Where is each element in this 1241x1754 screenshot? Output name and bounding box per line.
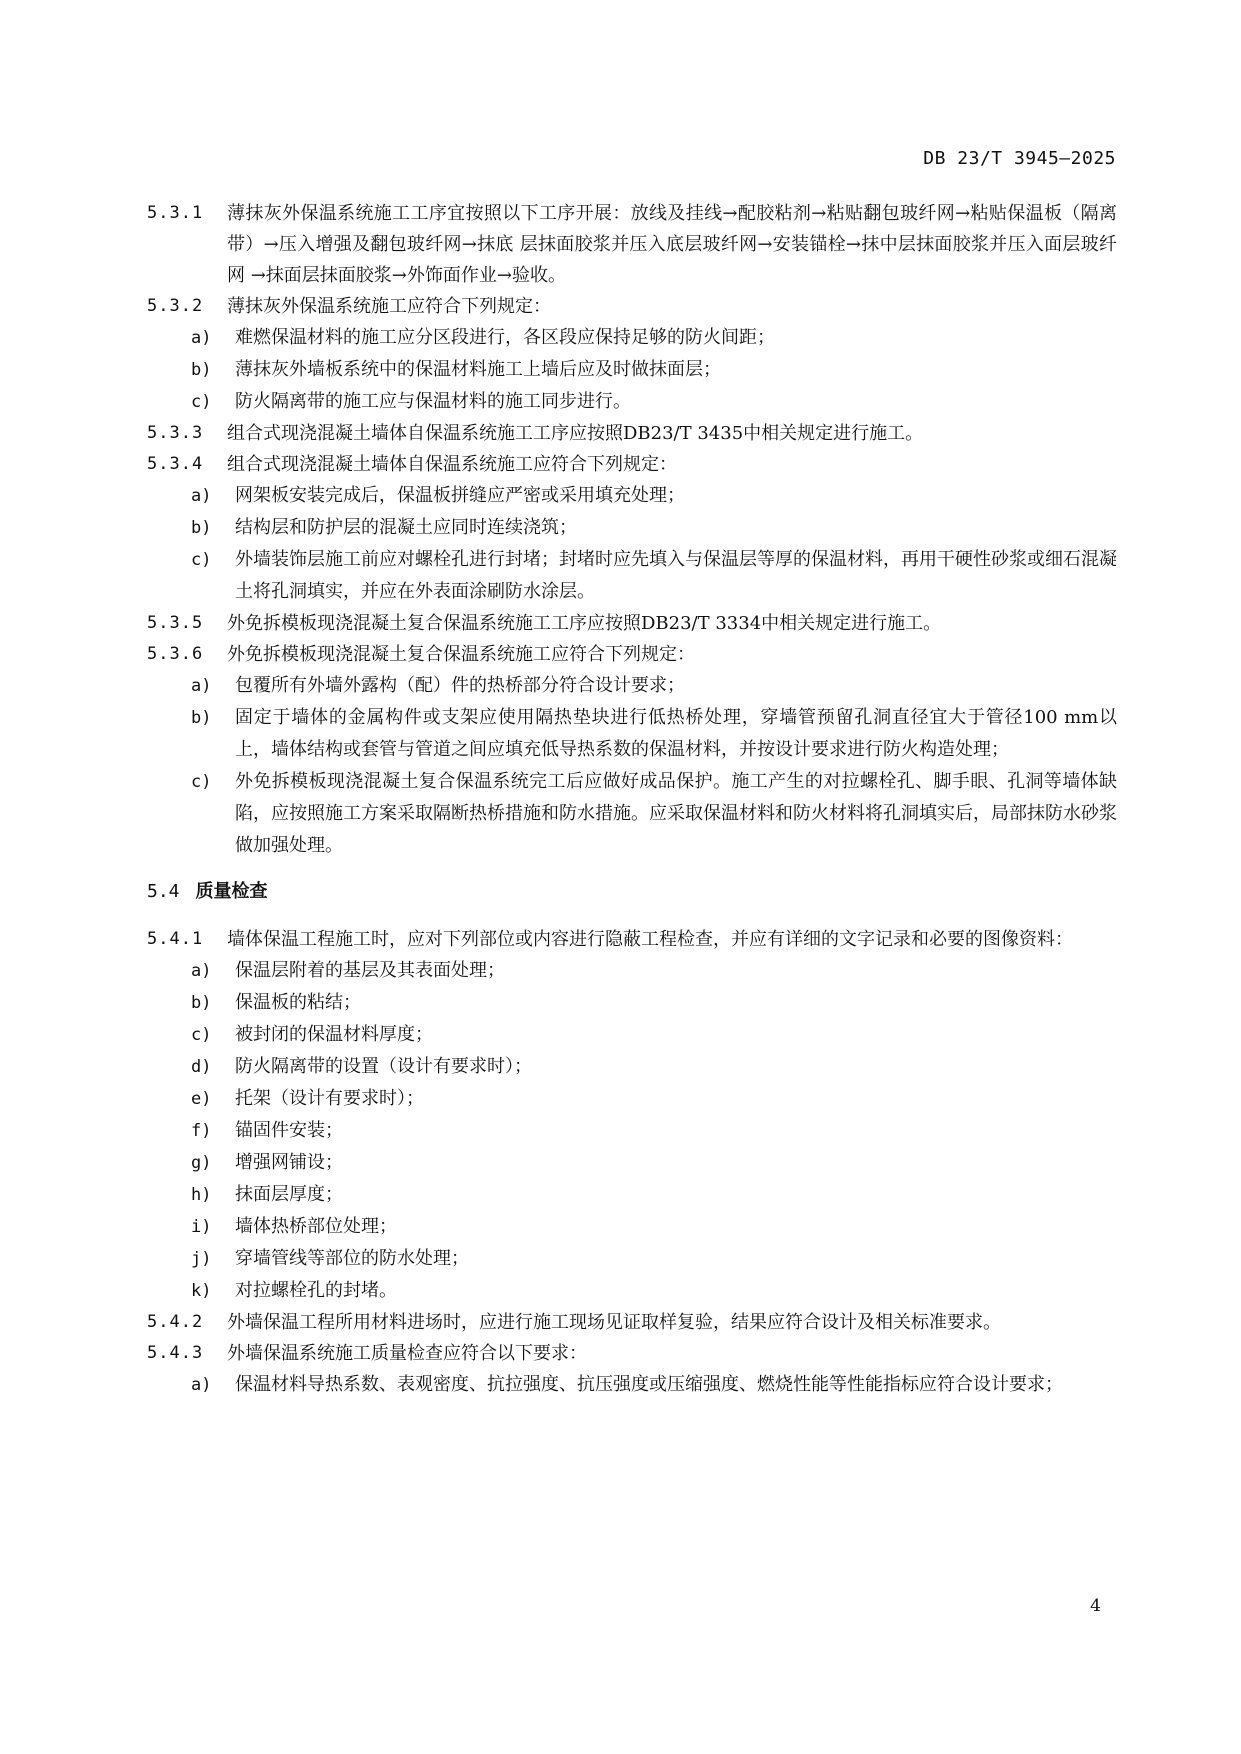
list-item-marker: b)	[191, 360, 212, 380]
list-item	[147, 1211, 1117, 1243]
clause-text: 组合式现浇混凝土墙体自保温系统施工应符合下列规定：	[227, 454, 677, 475]
list-item	[147, 386, 1117, 418]
list-item-marker: b)	[191, 518, 212, 538]
list-item-text: 外免拆模板现浇混凝土复合保温系统完工后应做好成品保护。施工产生的对拉螺栓孔、脚手眼、孔洞等墙体缺陷，应按照施工方案采取隔断热桥措施和防水措施。应采取保温材料和防火材料将孔洞填实后，局部抹防水砂浆做加强处理。	[235, 771, 1117, 856]
list-item-marker: j)	[191, 1249, 212, 1269]
list-item-marker: a)	[191, 328, 212, 348]
list-item-text: 包覆所有外墙外露构（配）件的热桥部分符合设计要求；	[235, 675, 685, 696]
list-item-text: 抹面层厚度；	[235, 1184, 343, 1205]
list-item-marker: k)	[191, 1281, 212, 1301]
list-item-text: 保温材料导热系数、表观密度、抗拉强度、抗压强度或压缩强度、燃烧性能等性能指标应符合设计要求；	[235, 1374, 1063, 1395]
list-item-marker: i)	[191, 1217, 212, 1237]
list-item-marker: h)	[191, 1185, 212, 1205]
section-heading	[147, 876, 1117, 908]
list-item	[147, 544, 1117, 608]
list-item-text: 穿墙管线等部位的防水处理；	[235, 1248, 469, 1269]
clause-5-3-4	[147, 449, 1117, 480]
list-item	[147, 1083, 1117, 1115]
clause-number: 5.4.2	[147, 1312, 204, 1332]
list-item-marker: c)	[191, 1025, 212, 1045]
document-code-header: DB 23/T 3945—2025	[923, 148, 1116, 169]
list-item	[147, 987, 1117, 1019]
list-item-marker: c)	[191, 550, 212, 570]
list-item	[147, 1369, 1117, 1401]
page-number: 4	[1090, 1596, 1101, 1616]
list-item	[147, 322, 1117, 354]
section-number: 5.4	[147, 881, 180, 902]
section-title: 质量检查	[195, 881, 268, 902]
clause-5-3-6	[147, 639, 1117, 670]
list-item-text: 防火隔离带的设置（设计有要求时）；	[235, 1056, 532, 1077]
document-body	[147, 198, 1117, 1401]
clause-text: 薄抹灰外保温系统施工应符合下列规定：	[227, 296, 551, 317]
list-item	[147, 1147, 1117, 1179]
list-item	[147, 1019, 1117, 1051]
list-item-marker: f)	[191, 1121, 212, 1141]
list-item-text: 对拉螺栓孔的封堵。	[235, 1280, 397, 1301]
list-item-text: 防火隔离带的施工应与保温材料的施工同步进行。	[235, 391, 631, 412]
list-item	[147, 1051, 1117, 1083]
clause-number: 5.3.5	[147, 613, 204, 633]
list-item	[147, 766, 1117, 862]
clause-text: 外墙保温系统施工质量检查应符合以下要求：	[227, 1343, 587, 1364]
list-item	[147, 1275, 1117, 1307]
clause-number: 5.3.2	[147, 296, 204, 316]
clause-5-3-2	[147, 291, 1117, 322]
clause-5-4-1	[147, 924, 1117, 955]
list-item-marker: c)	[191, 772, 212, 792]
clause-number: 5.3.4	[147, 454, 204, 474]
clause-text: 外免拆模板现浇混凝土复合保温系统施工工序应按照DB23/T 3334中相关规定进行施工。	[227, 613, 942, 634]
list-item-text: 外墙装饰层施工前应对螺栓孔进行封堵；封堵时应先填入与保温层等厚的保温材料，再用干硬性砂浆或细石混凝土将孔洞填实，并应在外表面涂刷防水涂层。	[235, 549, 1117, 602]
list-item-marker: a)	[191, 676, 212, 696]
list-item-marker: b)	[191, 993, 212, 1013]
list-item	[147, 670, 1117, 702]
list-item-marker: e)	[191, 1089, 212, 1109]
list-item-text: 结构层和防护层的混凝土应同时连续浇筑；	[235, 517, 577, 538]
list-item	[147, 1115, 1117, 1147]
list-item-text: 保温层附着的基层及其表面处理；	[235, 960, 505, 981]
list-item-text: 固定于墙体的金属构件或支架应使用隔热垫块进行低热桥处理，穿墙管预留孔洞直径宜大于管径100 mm以上，墙体结构或套管与管道之间应填充低导热系数的保温材料，并按设计要求进行防火构造处理；	[235, 707, 1117, 760]
clause-number: 5.4.1	[147, 929, 204, 949]
clause-5-3-1	[147, 198, 1117, 291]
clause-5-3-5	[147, 608, 1117, 639]
clause-5-3-3	[147, 418, 1117, 449]
list-item-marker: d)	[191, 1057, 212, 1077]
list-item-text: 被封闭的保温材料厚度；	[235, 1024, 433, 1045]
clause-number: 5.3.3	[147, 423, 204, 443]
list-item	[147, 1243, 1117, 1275]
clause-5-4-2	[147, 1307, 1117, 1338]
list-item	[147, 354, 1117, 386]
clause-5-4-3	[147, 1338, 1117, 1369]
list-item	[147, 1179, 1117, 1211]
list-item-marker: b)	[191, 708, 212, 728]
clause-text: 外墙保温工程所用材料进场时，应进行施工现场见证取样复验，结果应符合设计及相关标准要求。	[227, 1312, 1001, 1333]
clause-text: 组合式现浇混凝土墙体自保温系统施工工序应按照DB23/T 3435中相关规定进行施工。	[227, 423, 924, 444]
list-item-text: 难燃保温材料的施工应分区段进行，各区段应保持足够的防火间距；	[235, 327, 775, 348]
clause-number: 5.4.3	[147, 1343, 204, 1363]
list-item-text: 增强网铺设；	[235, 1152, 343, 1173]
list-item-marker: a)	[191, 961, 212, 981]
list-item	[147, 480, 1117, 512]
list-item	[147, 702, 1117, 766]
clause-text: 薄抹灰外保温系统施工工序宜按照以下工序开展：放线及挂线→配胶粘剂→粘贴翻包玻纤网→粘贴保温板（隔离带）→压入增强及翻包玻纤网→抹底 层抹面胶浆并压入底层玻纤网→安装锚栓→抹中层抹面胶浆并压入面层玻纤网 →抹面层抹面胶浆→外饰面作业→验收。	[227, 203, 1117, 286]
clause-number: 5.3.6	[147, 644, 204, 664]
clause-text: 墙体保温工程施工时，应对下列部位或内容进行隐蔽工程检查，并应有详细的文字记录和必要的图像资料：	[227, 929, 1073, 950]
list-item-text: 保温板的粘结；	[235, 992, 361, 1013]
list-item-text: 托架（设计有要求时）；	[235, 1088, 424, 1109]
list-item-text: 薄抹灰外墙板系统中的保温材料施工上墙后应及时做抹面层；	[235, 359, 721, 380]
list-item-marker: a)	[191, 1375, 212, 1395]
list-item	[147, 955, 1117, 987]
list-item-marker: a)	[191, 486, 212, 506]
list-item-text: 墙体热桥部位处理；	[235, 1216, 397, 1237]
list-item-marker: g)	[191, 1153, 212, 1173]
list-item-marker: c)	[191, 392, 212, 412]
list-item-text: 网架板安装完成后，保温板拼缝应严密或采用填充处理；	[235, 485, 685, 506]
list-item-text: 锚固件安装；	[235, 1120, 343, 1141]
clause-number: 5.3.1	[147, 203, 204, 223]
list-item	[147, 512, 1117, 544]
clause-text: 外免拆模板现浇混凝土复合保温系统施工应符合下列规定：	[227, 644, 695, 665]
